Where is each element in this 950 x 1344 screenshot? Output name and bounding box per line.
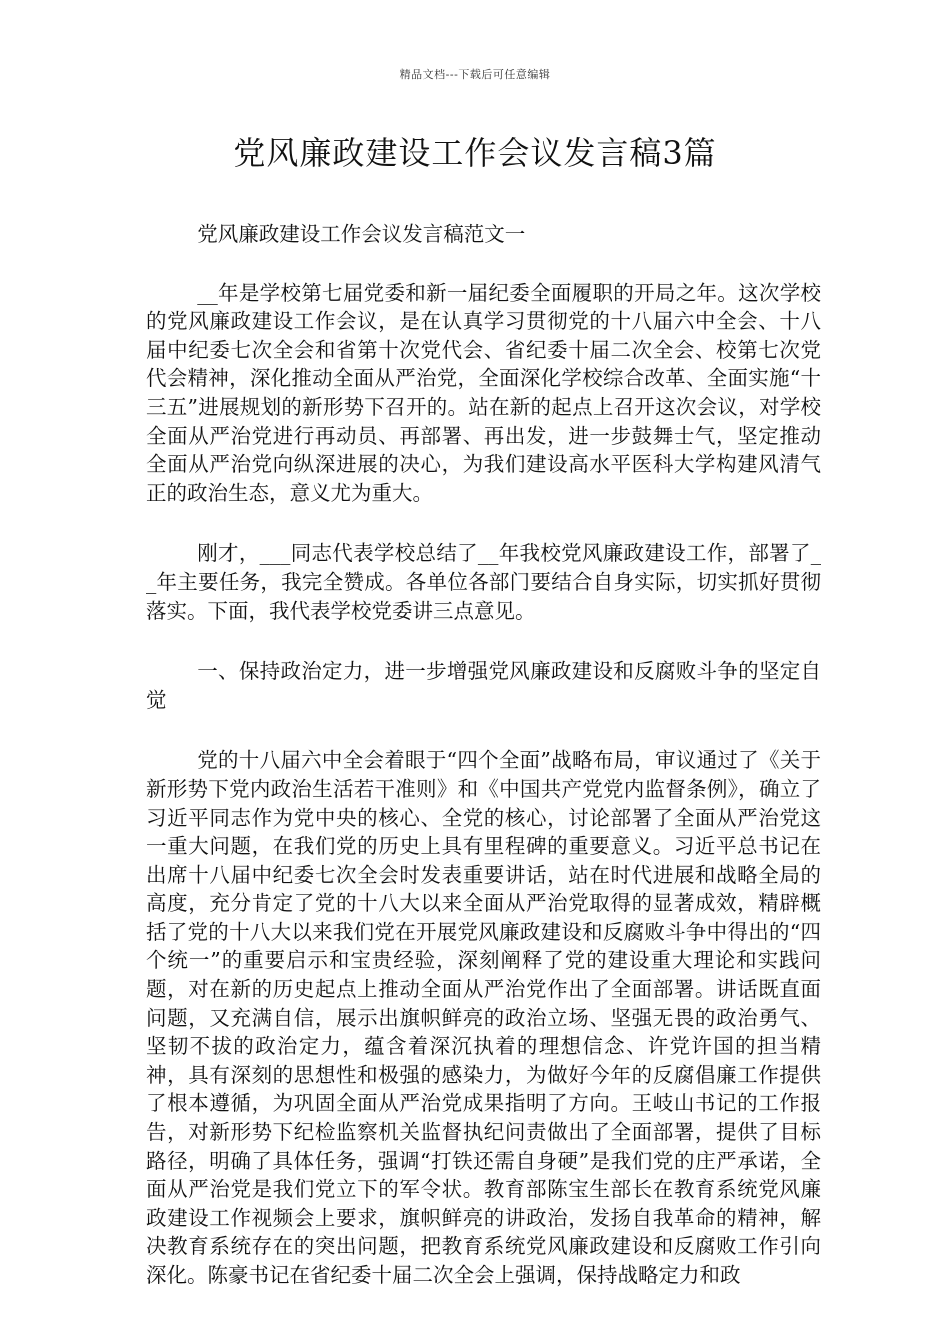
paragraph: 党的十八届六中全会着眼于“四个全面”战略布局，审议通过了《关于新形势下党内政治生活若干准则》和《中国共产党党内监督条例》，确立了习近平同志作为党中央的核心、全党的核心，讨论部署了全面从严治党这一重大问题，在我们党的历史上具有里程碑的重要意义。习近平总书记在出席十八届中纪委七次全会时发表重要讲话，站在时代进展和战略全局的高度，充分肯定了党的十八大以来全面从严治党取得的显著成效，精辟概括了党的十八大以来我们党在开展党风廉政建设和反腐败斗争中得出的“四个统一”的重要启示和宝贵经验，深刻阐释了党的建设重大理论和实践问题，对在新的历史起点上推动全面从严治党作出了全面部署。讲话既直面问题，又充满自信，展示出旗帜鲜亮的政治立场、坚强无畏的政治勇气、坚韧不拔的政治定力，蕴含着深沉执着的理想信念、许党许国的担当精神，具有深刻的思想性和极强的感染力，为做好今年的反腐倡廉工作提供了根本遵循，为巩固全面从严治党成果指明了方向。王岐山书记的工作报告，对新形势下纪检监察机关监督执纪问责做出了全面部署，提供了目标路径，明确了具体任务，强调“打铁还需自身硬”是我们党的庄严承诺，全面从严治党是我们党立下的军令状。教育部陈宝生部长在教育系统党风廉政建设工作视频会上要求，旗帜鲜亮的讲政治，发扬自我革命的精神，解决教育系统存在的突出问题，把教育系统党风廉政建设和反腐败工作引向深化。陈豪书记在省纪委十届二次全会上强调，保持战略定力和政 <box>146 748 821 1287</box>
document-body <box>146 220 821 1322</box>
section-heading: 党风廉政建设工作会议发言稿范文一 <box>197 222 526 246</box>
header-note: 精品文档---下载后可任意编辑 <box>399 68 551 81</box>
paragraph: 刚才，___同志代表学校总结了__年我校党风廉政建设工作，部署了__年主要任务，我完全赞成。各单位各部门要结合自身实际，切实抓好贯彻落实。下面，我代表学校党委讲三点意见。 <box>146 541 821 623</box>
document-title: 党风廉政建设工作会议发言稿3篇 <box>233 134 717 172</box>
paragraph: __年是学校第七届党委和新一届纪委全面履职的开局之年。这次学校的党风廉政建设工作会议，是在认真学习贯彻党的十八届六中全会、十八届中纪委七次全会和省第十次党代会、省纪委十届二次全会、校第七次党代会精神，深化推动全面从严治党，全面深化学校综合改革、全面实施“十三五”进展规划的新形势下召开的。站在新的起点上召开这次会议，对学校全面从严治党进行再动员、再部署、再出发，进一步鼓舞士气，坚定推动全面从严治党向纵深进展的决心，为我们建设高水平医科大学构建风清气正的政治生态，意义尤为重大。 <box>146 280 821 505</box>
section-heading: 一、保持政治定力，进一步增强党风廉政建设和反腐败斗争的坚定自觉 <box>146 659 821 712</box>
